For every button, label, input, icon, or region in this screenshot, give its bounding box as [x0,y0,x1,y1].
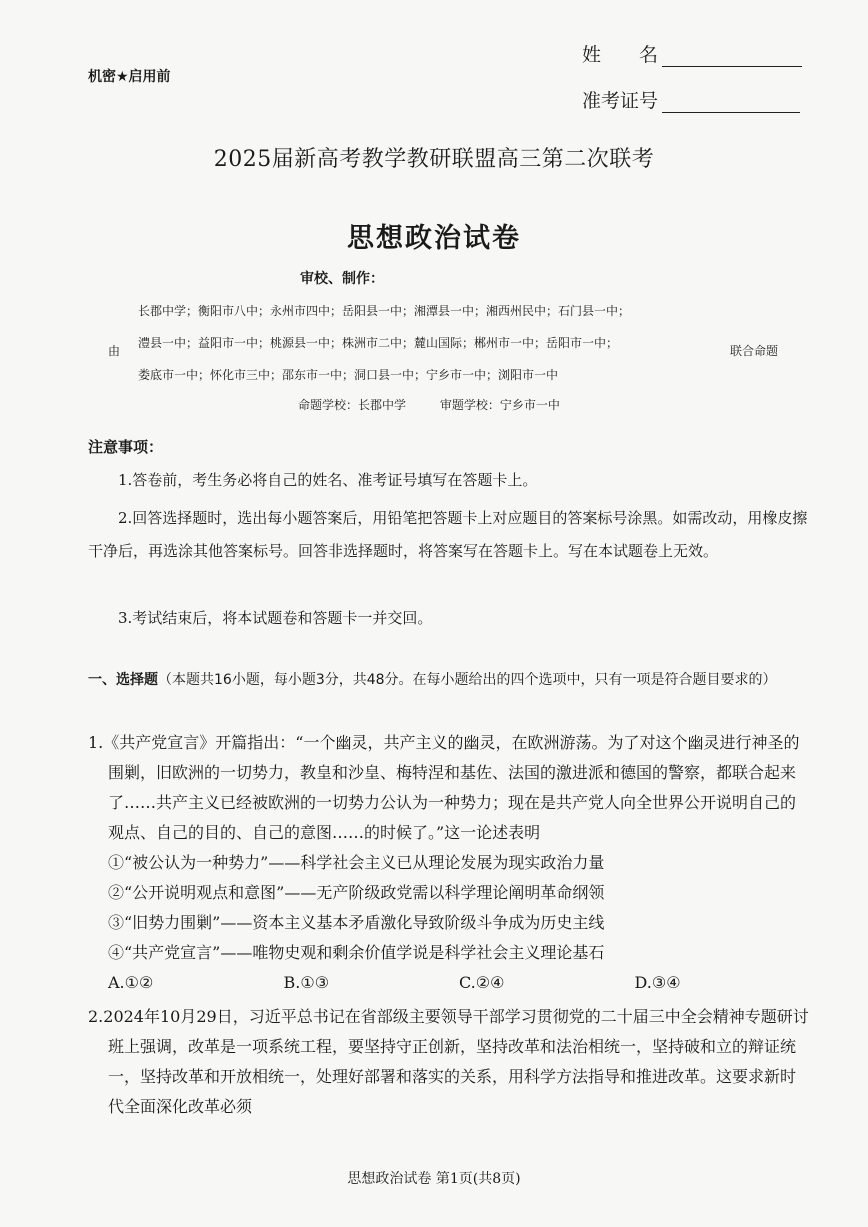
schools-line-2: 澧县一中；益阳市一中；桃源县一中；株洲市二中；麓山国际；郴州市一中；岳阳市一中； [138,336,619,350]
subject-title: 思想政治试卷 [347,223,521,254]
name-field [582,40,802,67]
notice-item: 1.答卷前，考生务必将自己的姓名、准考证号填写在答题卡上。 [118,471,538,489]
notice-heading: 注意事项： [88,438,164,456]
choice-c: C.②④ [459,973,505,992]
id-blank[interactable] [662,92,800,113]
name-label: 姓 名 [582,44,659,66]
review-label: 审校、制作： [300,271,384,287]
notice-item: 3.考试结束后，将本试题卷和答题卡一并交回。 [118,609,433,627]
exam-title: 2025届新高考教学教研联盟高三第二次联考 [213,147,655,172]
review-school: 审题学校：宁乡市一中 [439,398,560,412]
choice-a: A.①② [108,973,154,992]
joint-label: 联合命题 [730,344,779,358]
answer-choices [88,968,810,998]
name-blank[interactable] [662,46,802,67]
secret-label: 机密★启用前 [88,69,171,85]
schools-line-3: 娄底市一中；怀化市三中；邵东市一中；洞口县一中；宁乡市一中；浏阳市一中 [138,368,559,382]
section-title: 一、选择题 [88,672,158,688]
question-option: ③“旧势力围剿”——资本主义基本矛盾激化导致阶级斗争成为历史主线 [108,913,605,932]
notice-item: 2.回答选择题时，选出每小题答案后，用铅笔把答题卡上对应题目的答案标号涂黑。如需改动，用橡皮擦干净后，再选涂其他答案标号。回答非选择题时，将答案写在答题卡上。写在本试题卷上无效。 [88,509,808,560]
schools-line-1: 长郡中学；衡阳市八中；永州市四中；岳阳县一中；湘潭县一中；湘西州民中；石门县一中； [138,304,631,318]
question-1 [88,728,810,998]
id-label: 准考证号 [582,90,659,112]
page-footer: 思想政治试卷 第1页(共8页) [347,1171,521,1187]
by-label: 由 [108,344,121,358]
question-option: ①“被公认为一种势力”——科学社会主义已从理论发展为现实政治力量 [108,853,605,872]
choice-b: B.①③ [283,973,330,992]
choice-d: D.③④ [634,973,681,992]
id-field [582,86,800,113]
question-stem: 2.2024年10月29日，习近平总书记在省部级主要领导干部学习贯彻党的二十届三中全会精神专题研讨班上强调，改革是一项系统工程，要坚持守正创新，坚持改革和法治相统一，坚持破和立的辩证统一，坚持改革和开放相统一，处理好部署和落实的关系，用科学方法指导和推进改革。这要求新时代全面深化改革必须 [88,1007,809,1116]
maker-school: 命题学校：长郡中学 [298,398,407,412]
question-stem: 1.《共产党宣言》开篇指出：“一个幽灵，共产主义的幽灵，在欧洲游荡。为了对这个幽灵进行神圣的围剿，旧欧洲的一切势力，教皇和沙皇、梅特涅和基佐、法国的激进派和德国的警察，都联合起来了……共产主义已经被欧洲的一切势力公认为一种势力；现在是共产党人向全世界公开说明自己的观点、自己的目的、自己的意图……的时候了。”这一论述表明 [88,733,800,842]
section-desc: （本题共16小题，每小题3分，共48分。在每小题给出的四个选项中，只有一项是符合题目要求的） [158,672,777,688]
section-heading [88,668,810,692]
question-2 [88,1002,810,1122]
question-option: ②“公开说明观点和意图”——无产阶级政党需以科学理论阐明革命纲领 [108,883,605,902]
makers-line [298,396,590,413]
question-option: ④“共产党宣言”——唯物史观和剩余价值学说是科学社会主义理论基石 [108,943,605,962]
